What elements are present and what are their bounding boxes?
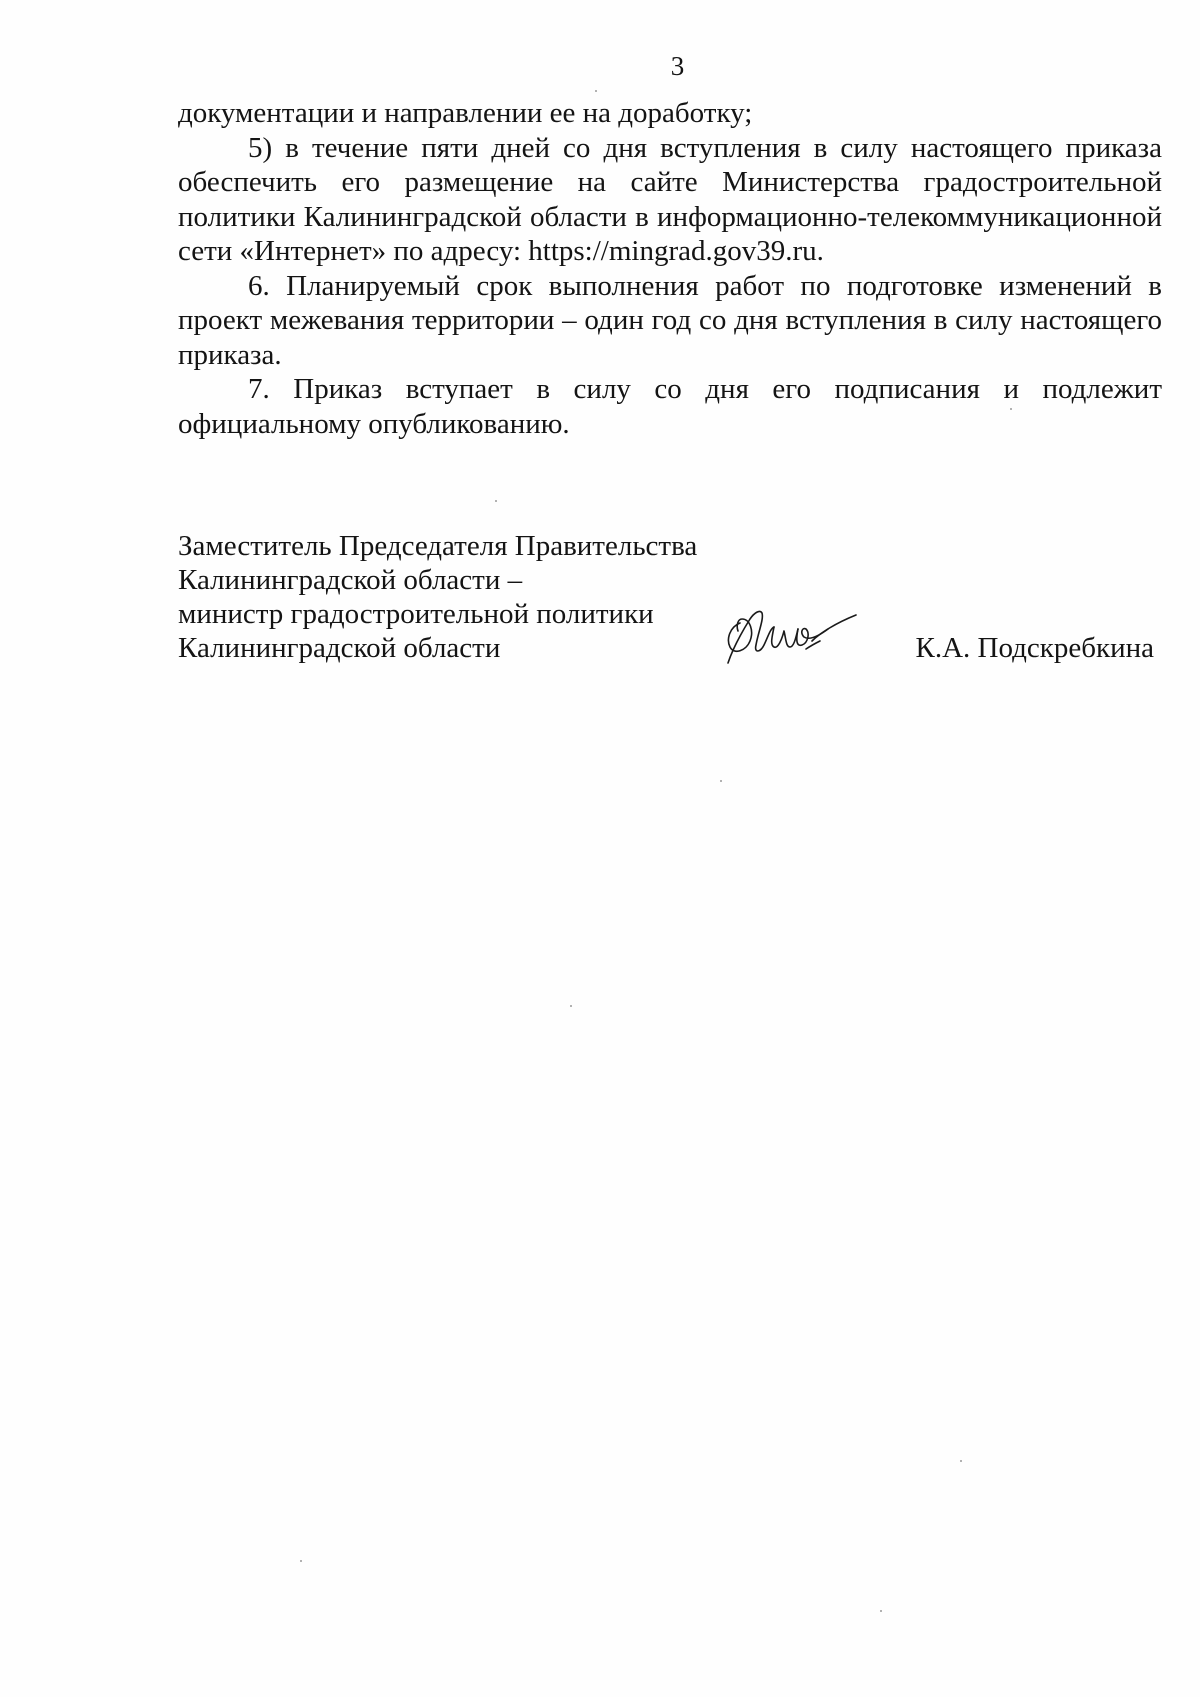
scan-speck: [570, 1005, 572, 1007]
signatory-name: К.А. Подскребкина: [915, 632, 1154, 664]
scan-speck: [960, 1460, 962, 1462]
page-number: 3: [670, 51, 685, 81]
scan-speck: [595, 90, 597, 92]
position-line: Калининградской области: [178, 632, 501, 664]
document-body: [178, 96, 1162, 441]
paragraph-item-6: 6. Планируемый срок выполнения работ по подготовке изменений в проект межевания территории – один год со дня вступления в силу настоящего приказа.: [178, 269, 1162, 371]
position-line: министр градостроительной политики: [178, 598, 654, 630]
scan-speck: [880, 1610, 882, 1612]
scan-speck: [720, 780, 722, 782]
paragraph-item-7: 7. Приказ вступает в силу со дня его подписания и подлежит официальному опубликованию.: [178, 373, 1162, 440]
position-line: Заместитель Председателя Правительства: [178, 530, 698, 562]
scan-speck: [300, 1560, 302, 1562]
position-line: Калининградской области –: [178, 564, 523, 596]
paragraph-continuation: документации и направлении ее на доработку;: [178, 97, 753, 129]
paragraph-item-5: 5) в течение пяти дней со дня вступления в силу настоящего приказа обеспечить его размещение на сайте Министерства градостроительной политики Калининградской области в информационно-телекоммуникационной сети «Интернет» по адресу: https://mingrad.gov39.ru.: [178, 131, 1162, 267]
scan-speck: [495, 500, 497, 502]
scan-speck: [1010, 408, 1012, 410]
signature-block: [178, 529, 1162, 665]
handwritten-signature: [716, 589, 866, 669]
